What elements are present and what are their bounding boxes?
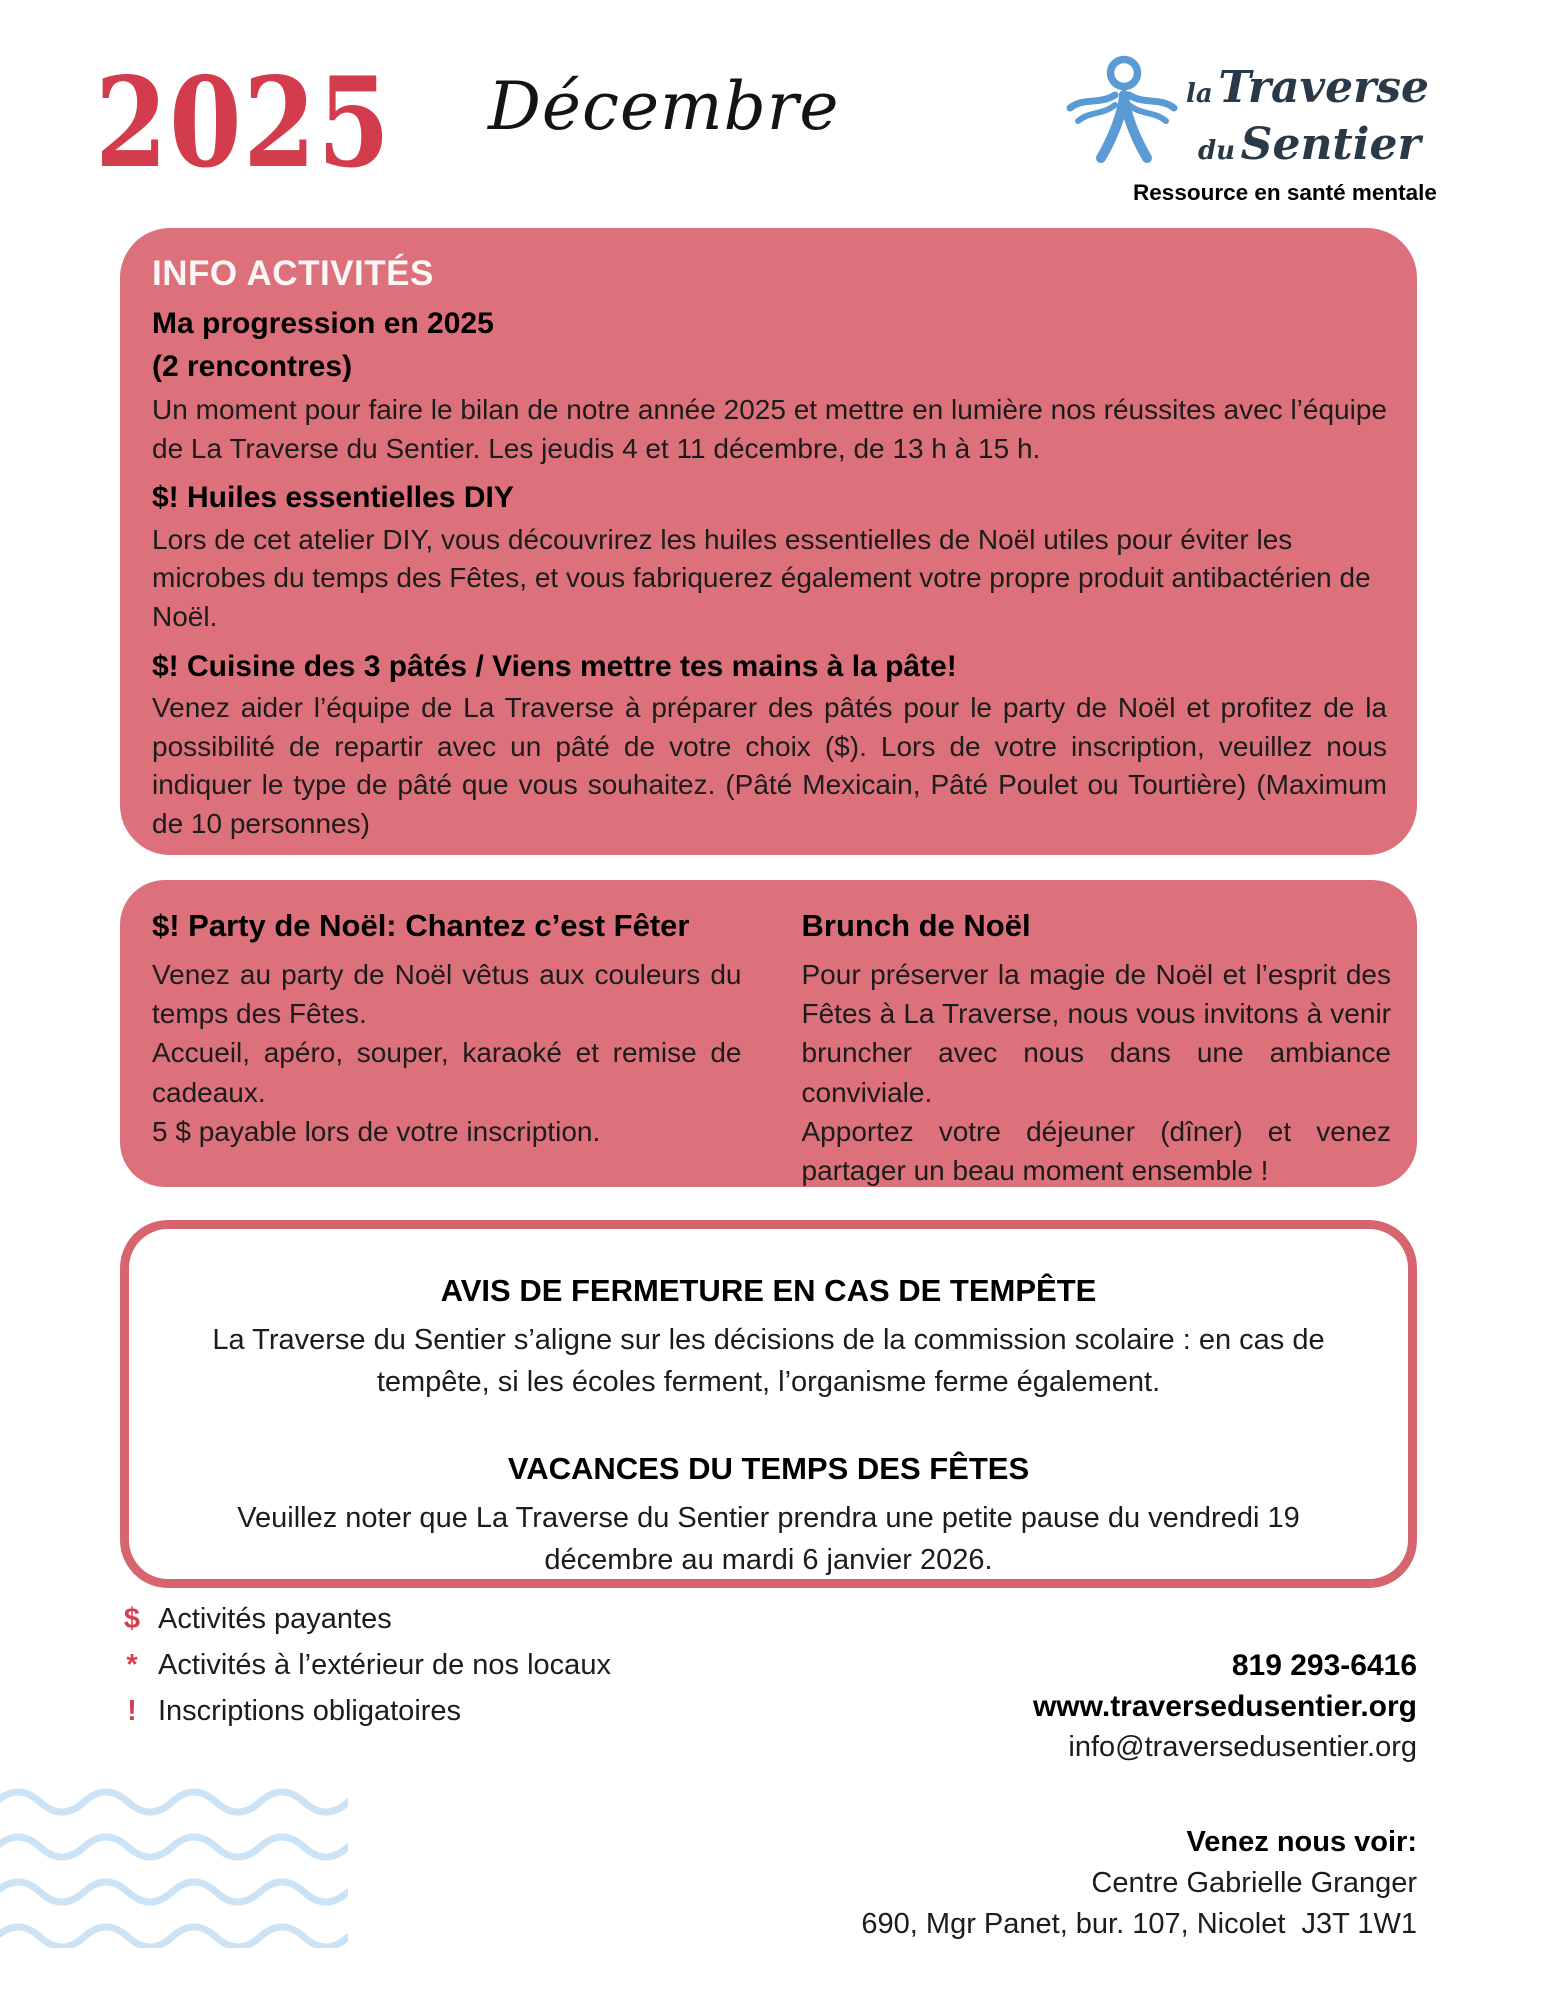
- logo-la: la: [1186, 79, 1213, 109]
- activity2-body: Lors de cet atelier DIY, vous découvrirez les huiles essentielles de Noël utiles pour éviter les microbes du temps des Fêtes, et vous fabriquerez également votre propre produit antibactérien de Noël.: [152, 523, 1371, 632]
- notices-box: [120, 1220, 1417, 1588]
- waves-decoration-icon: [0, 1788, 348, 1948]
- logo-tagline: Ressource en santé mentale: [1133, 180, 1437, 205]
- visit-line1: Centre Gabrielle Granger: [1091, 1867, 1417, 1899]
- storm-notice-body: La Traverse du Sentier s’aligne sur les décisions de la commission scolaire : en cas de tempête, si les écoles ferment, l’organisme ferme également.: [212, 1324, 1325, 1399]
- exclamation-symbol-icon: !: [127, 1695, 137, 1727]
- activity1-title-line1: Ma progression en 2025: [152, 307, 494, 340]
- storm-notice-title: AVIS DE FERMETURE EN CAS DE TEMPÊTE: [440, 1273, 1097, 1308]
- logo-sentier: Sentier: [1240, 119, 1421, 170]
- legend-label-registration: Inscriptions obligatoires: [158, 1695, 462, 1727]
- phone-number: 819 293-6416: [1231, 1649, 1417, 1682]
- dollar-symbol-icon: $: [123, 1603, 141, 1635]
- visit-title: Venez nous voir:: [1186, 1826, 1417, 1858]
- visit-line2: 690, Mgr Panet, bur. 107, Nicolet J3T 1W1: [861, 1908, 1417, 1940]
- asterisk-symbol-icon: *: [126, 1649, 138, 1681]
- vacation-notice-title: VACANCES DU TEMPS DES FÊTES: [507, 1451, 1030, 1487]
- visit-block: [861, 1822, 1417, 1945]
- email-address: info@traversedusentier.org: [1068, 1731, 1417, 1763]
- party-column: [152, 904, 742, 1187]
- activity2-title: $! Huiles essentielles DIY: [152, 481, 514, 515]
- logo-line2: [1198, 121, 1429, 178]
- month-heading: Décembre: [488, 68, 840, 145]
- vacation-notice-body: Veuillez noter que La Traverse du Sentier prendra une petite pause du vendredi 19 décembre au mardi 6 janvier 2026.: [237, 1502, 1300, 1577]
- party-title: $! Party de Noël: Chantez c’est Fêter: [152, 908, 690, 943]
- person-logo-icon: [1066, 54, 1178, 178]
- activity1-body: Un moment pour faire le bilan de notre année 2025 et mettre en lumière nos réussites avec l’équipe de La Traverse du Sentier. Les jeudis 4 et 11 décembre, de 13 h à 15 h.: [152, 394, 1387, 464]
- legend: [122, 1596, 611, 1734]
- party-brunch-box: [120, 880, 1417, 1187]
- logo-du: du: [1198, 136, 1236, 166]
- website-url: www.traversedusentier.org: [1032, 1690, 1417, 1723]
- activity3-title: $! Cuisine des 3 pâtés / Viens mettre tes mains à la pâte!: [152, 649, 957, 683]
- legend-label-outside: Activités à l’extérieur de nos locaux: [158, 1649, 611, 1681]
- logo-wordmark: [1186, 64, 1429, 178]
- legend-item-outside: [122, 1642, 611, 1688]
- logo-line1: [1186, 64, 1429, 121]
- activity3-body: Venez aider l’équipe de La Traverse à préparer des pâtés pour le party de Noël et profitez de la possibilité de repartir avec un pâté de votre choix ($). Lors de votre inscription, veuillez nous indiquer le type de pâté que vous souhaitez. (Pâté Mexicain, Pâté Poulet ou Tourtière) (Maximum de 10 personnes): [152, 692, 1387, 839]
- legend-item-registration: [122, 1688, 611, 1734]
- brunch-body-2: Apportez votre déjeuner (dîner) et venez partager un beau moment ensemble !: [801, 1115, 1391, 1186]
- legend-item-paid: [122, 1596, 611, 1642]
- info-activities-box: [120, 228, 1417, 855]
- brunch-title: Brunch de Noël: [801, 908, 1031, 943]
- legend-label-paid: Activités payantes: [158, 1603, 392, 1635]
- brunch-body-1: Pour préserver la magie de Noël et l’esprit des Fêtes à La Traverse, nous vous invitons à venir bruncher avec nous dans une ambiance conviviale.: [801, 958, 1391, 1108]
- party-body-3: 5 $ payable lors de votre inscription.: [152, 1115, 601, 1147]
- brunch-column: [802, 904, 1392, 1187]
- contact-block: [1033, 1645, 1417, 1768]
- info-activities-title: INFO ACTIVITÉS: [152, 254, 434, 293]
- party-body-2: Accueil, apéro, souper, karaoké et remise de cadeaux.: [152, 1037, 742, 1108]
- party-body-1: Venez au party de Noël vêtus aux couleurs du temps des Fêtes.: [152, 958, 742, 1030]
- year-heading: 2025: [95, 51, 392, 196]
- logo-traverse: Traverse: [1218, 62, 1430, 113]
- activity1-title-line2: (2 rencontres): [152, 349, 353, 383]
